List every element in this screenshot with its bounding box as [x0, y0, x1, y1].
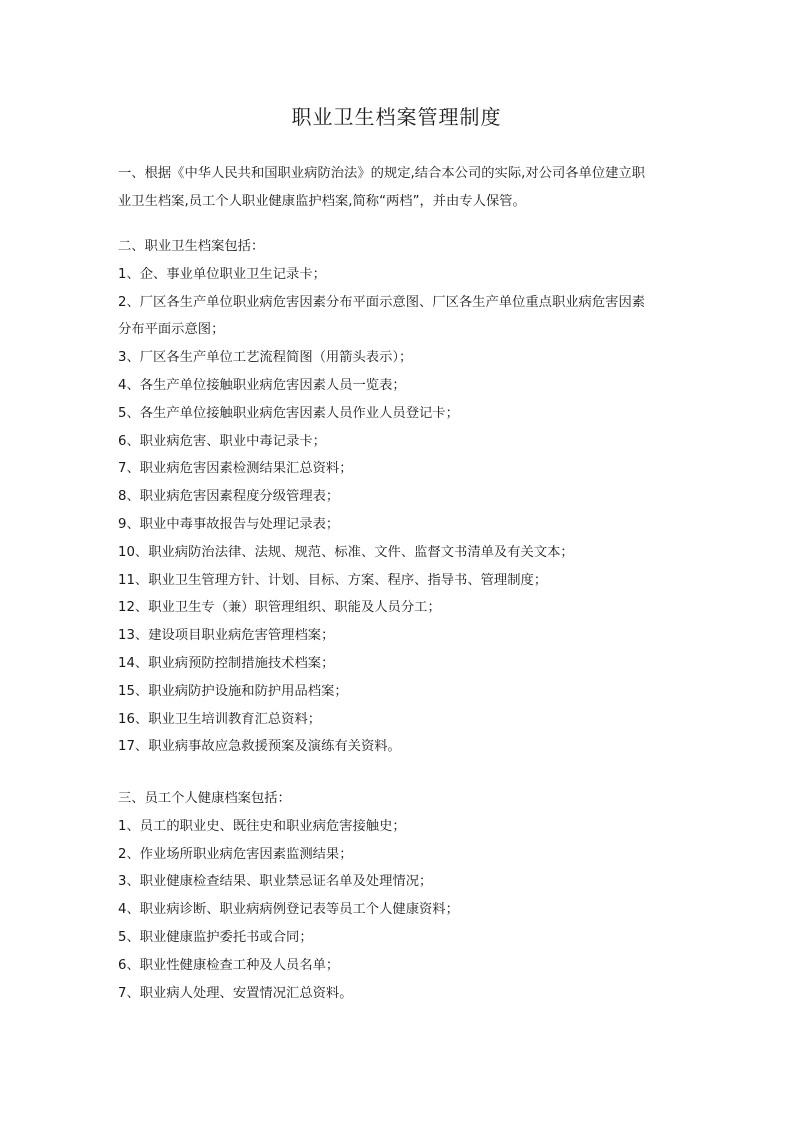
- list-item: 6、职业病危害、职业中毒记录卡；: [118, 433, 326, 449]
- section-1-paragraph: [118, 160, 678, 216]
- list-item: 4、各生产单位接触职业病危害因素人员一览表；: [118, 377, 406, 393]
- section-3-list: [118, 785, 678, 1007]
- list-item: 7、职业病人处理、安置情况汇总资料。: [118, 985, 353, 1001]
- section-2-heading: 二、职业卫生档案包括：: [118, 239, 265, 254]
- list-item: 5、各生产单位接触职业病危害因素人员作业人员登记卡；: [118, 405, 459, 421]
- list-item: 13、建设项目职业病危害管理档案；: [118, 628, 335, 644]
- list-item-continuation: 分布平面示意图；: [118, 322, 225, 338]
- list-item: 4、职业病诊断、职业病病例登记表等员工个人健康资料；: [118, 902, 459, 918]
- list-item: 14、职业病预防控制措施技术档案；: [118, 655, 335, 671]
- list-item: 3、厂区各生产单位工艺流程简图（用箭头表示）；: [118, 350, 413, 366]
- list-item: 2、厂区各生产单位职业病危害因素分布平面示意图、厂区各生产单位重点职业病危害因素: [118, 294, 646, 310]
- list-item: 3、职业健康检查结果、职业禁忌证名单及处理情况；: [118, 874, 433, 890]
- section-2-list: [118, 233, 678, 761]
- list-item: 11、职业卫生管理方针、计划、目标、方案、程序、指导书、管理制度；: [118, 572, 548, 588]
- list-item: 10、职业病防治法律、法规、规范、标准、文件、监督文书清单及有关文本；: [118, 544, 574, 560]
- list-item: 17、职业病事故应急救援预案及演练有关资料。: [118, 739, 401, 755]
- section-3-heading: 三、员工个人健康档案包括：: [118, 791, 291, 806]
- list-item: 2、作业场所职业病危害因素监测结果；: [118, 846, 353, 862]
- list-item: 8、职业病危害因素程度分级管理表；: [118, 489, 340, 505]
- list-item: 7、职业病危害因素检测结果汇总资料；: [118, 461, 353, 477]
- list-item: 1、员工的职业史、既往史和职业病危害接触史；: [118, 818, 406, 834]
- list-item: 5、职业健康监护委托书或合同；: [118, 929, 313, 945]
- list-item: 1、企、事业单位职业卫生记录卡；: [118, 266, 326, 282]
- paragraph-line: 业卫生档案,员工个人职业健康监护档案,简称“两档”，并由专人保管。: [118, 193, 526, 209]
- document-title: 职业卫生档案管理制度: [291, 105, 502, 129]
- list-item: 12、职业卫生专（兼）职管理组织、职能及人员分工；: [118, 600, 441, 616]
- list-item: 16、职业卫生培训教育汇总资料；: [118, 711, 322, 727]
- list-item: 9、职业中毒事故报告与处理记录表；: [118, 516, 340, 532]
- paragraph-line: 一、根据《中华人民共和国职业病防治法》的规定,结合本公司的实际,对公司各单位建立职: [118, 166, 646, 181]
- list-item: 6、职业性健康检查工种及人员名单；: [118, 957, 340, 973]
- list-item: 15、职业病防护设施和防护用品档案；: [118, 683, 348, 699]
